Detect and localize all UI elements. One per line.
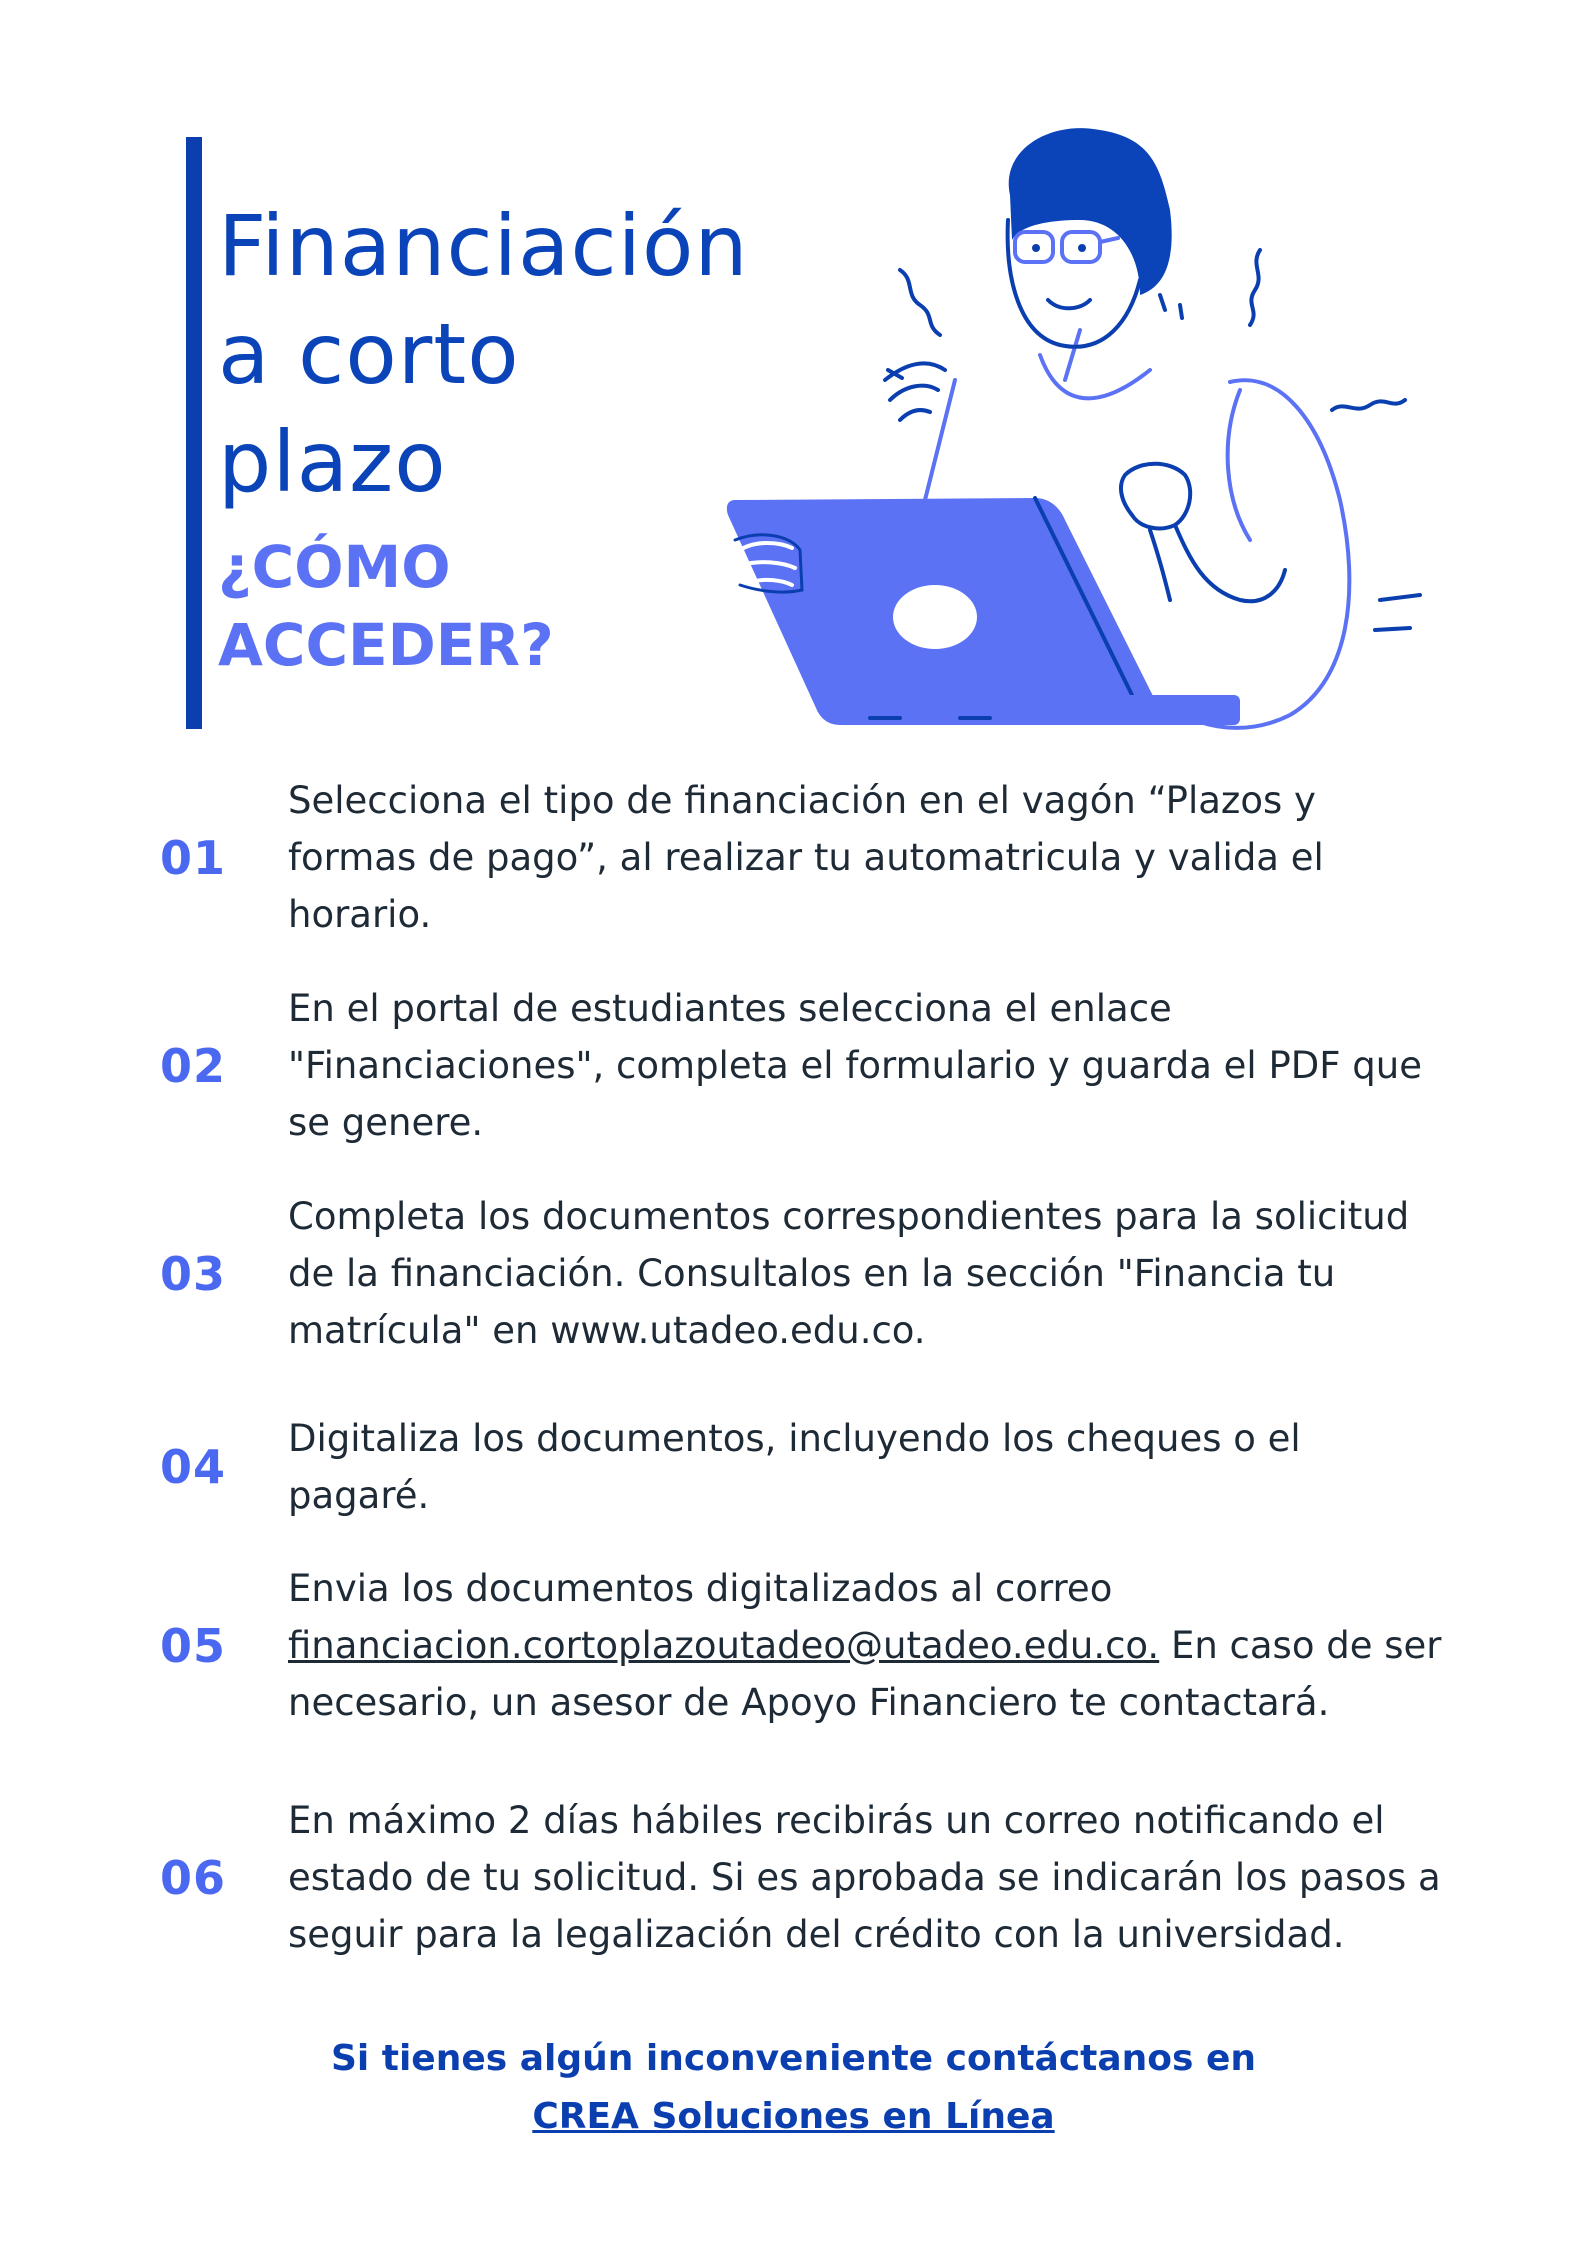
- step-text: [288, 1560, 1450, 1731]
- step-04: [150, 1410, 1450, 1524]
- collar-icon: [1040, 355, 1150, 398]
- person-with-laptop-illustration: [720, 120, 1440, 740]
- title-line-1: Financiación: [218, 197, 749, 295]
- laptop-logo-icon: [893, 585, 977, 649]
- shoulder-line-icon: [1228, 390, 1250, 540]
- step-number: 01: [160, 830, 227, 885]
- step-number: 06: [160, 1850, 227, 1905]
- step-text-before: Envia los documentos digitalizados al correo: [288, 1567, 1113, 1610]
- eye-right-icon: [1078, 244, 1086, 252]
- step-text: En máximo 2 días hábiles recibirás un correo notificando el estado de tu solicitud. Si es aprobada se indicarán los pasos a seguir para la legalización del crédito con la universidad.: [288, 1799, 1441, 1956]
- step-number: 02: [160, 1038, 227, 1093]
- tick-marks-top-icon: [1160, 295, 1182, 318]
- neck-left-icon: [1065, 330, 1080, 380]
- title-line-2: a corto: [218, 305, 520, 403]
- subtitle-line-1: ¿CÓMO: [218, 533, 451, 601]
- eye-left-icon: [1032, 244, 1040, 252]
- step-text: Selecciona el tipo de financiación en el vagón “Plazos y formas de pago”, al realizar tu automatricula y valida el horario.: [288, 779, 1324, 936]
- laptop-base-icon: [1120, 695, 1240, 725]
- page-subtitle: [218, 528, 554, 684]
- email-link[interactable]: financiacion.cortoplazoutadeo@utadeo.edu.co.: [288, 1624, 1160, 1667]
- step-number: 04: [160, 1440, 227, 1494]
- title-line-3: plazo: [218, 413, 447, 511]
- right-fist-icon: [1121, 464, 1190, 529]
- screen-line-icon: [925, 380, 955, 500]
- title-accent-bar: [186, 137, 202, 729]
- squiggle-left-icon: [900, 270, 940, 335]
- step-02: [150, 980, 1450, 1151]
- squiggle-right-icon: [1250, 250, 1260, 325]
- glasses-arm-icon: [1100, 238, 1118, 242]
- step-text: Completa los documentos correspondientes para la solicitud de la financiación. Consultalos en la sección "Financia tu matrícula" en www.utadeo.edu.co.: [288, 1195, 1410, 1352]
- step-text: En el portal de estudiantes selecciona el enlace "Financiaciones", completa el formulario y guarda el PDF que se genere.: [288, 987, 1423, 1144]
- subtitle-line-2: ACCEDER?: [218, 611, 554, 679]
- footer-text: Si tienes algún inconveniente contáctanos en: [330, 2038, 1257, 2079]
- squiggle-far-right-icon: [1332, 400, 1405, 410]
- step-05: [150, 1560, 1450, 1731]
- step-text-after: En caso de ser necesario, un asesor de Apoyo Financiero te contactará.: [288, 1624, 1442, 1724]
- smile-icon: [1048, 300, 1090, 308]
- right-arm-icon: [1175, 525, 1285, 601]
- step-number: 05: [160, 1618, 227, 1673]
- page-title: [218, 192, 749, 516]
- right-arm-inner-icon: [1150, 530, 1170, 600]
- face-outline-icon: [1008, 220, 1140, 347]
- step-03: [150, 1188, 1450, 1359]
- step-number: 03: [160, 1246, 227, 1301]
- dash-lines-right-icon: [1375, 595, 1420, 630]
- footer-contact: [0, 2030, 1587, 2146]
- crea-link[interactable]: CREA Soluciones en Línea: [532, 2096, 1055, 2137]
- step-text: Digitaliza los documentos, incluyendo los cheques o el pagaré.: [288, 1417, 1301, 1517]
- hair-icon: [1009, 128, 1172, 295]
- step-01: [150, 772, 1450, 943]
- step-06: [150, 1792, 1450, 1963]
